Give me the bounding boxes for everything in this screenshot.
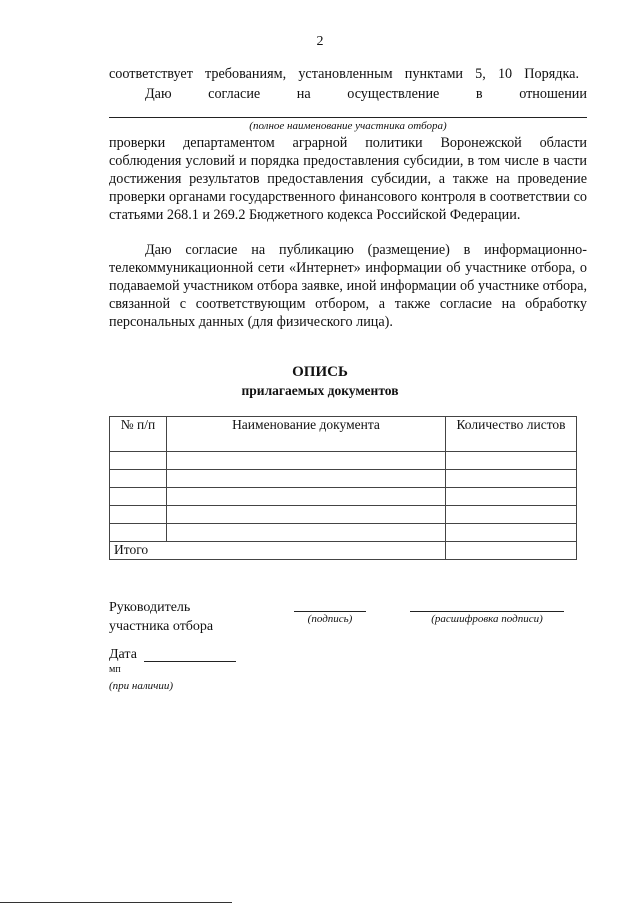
table-cell (167, 488, 446, 506)
header-document-name: Наименование документа (167, 417, 446, 452)
table-cell (446, 488, 577, 506)
footnote-separator (0, 902, 232, 903)
date-label: Дата (109, 647, 137, 662)
signature-blank-line (294, 611, 366, 612)
header-sheet-count: Количество листов (446, 417, 577, 452)
intro-line-1: соответствует требованиям, установленным пунктами 5, 10 Порядка. (109, 66, 579, 82)
org-name-blank-line (109, 117, 587, 118)
signature-decode-caption: (расшифровка подписи) (431, 613, 543, 625)
table-row (110, 506, 577, 524)
table-cell (167, 452, 446, 470)
table-cell (110, 506, 167, 524)
table-cell (110, 470, 167, 488)
paragraph-consent-inspection: проверки департаментом аграрной политики Воронежской области соблюдения условий и порядка предоставления субсидии, в том числе в части достижения результатов предоставления субсидии, а также на проведение проверки органами государственного финансового контроля в соответствии со статьями 268.1 и 269.2 Бюджетного кодекса Российской Федерации. (109, 135, 587, 223)
header-number: № п/п (110, 417, 167, 452)
table-cell (446, 524, 577, 542)
page-number: 2 (316, 34, 324, 49)
org-name-caption: (полное наименование участника отбора) (249, 120, 447, 132)
table-header-row (110, 417, 577, 452)
table-cell (167, 524, 446, 542)
signatory-label (109, 598, 213, 636)
total-label: Итого (110, 542, 446, 560)
table-cell (110, 524, 167, 542)
inventory-subtitle: прилагаемых документов (241, 383, 399, 398)
signatory-label-line-1: Руководитель (109, 600, 191, 615)
stamp-caption: (при наличии) (109, 680, 174, 692)
intro-line-2: Даю согласие на осуществление в отношении (145, 86, 587, 102)
table-cell (110, 488, 167, 506)
signature-decode-blank-line (410, 611, 564, 612)
table-total-row (110, 542, 577, 560)
table-cell (110, 452, 167, 470)
documents-table (109, 416, 577, 560)
stamp-label: мп (109, 664, 121, 675)
table-cell (167, 506, 446, 524)
table-row (110, 452, 577, 470)
paragraph-consent-publication-text: Даю согласие на публикацию (размещение) в информационно-телекоммуникационной сети «Интернет» информации об участнике отбора, о подаваемой участником отбора заявке, иной информации об участнике отбора, связанной с соответствующим отбором, а также согласие на обработку персональных данных (для физического лица). (109, 242, 587, 330)
table-cell (446, 452, 577, 470)
total-value (446, 542, 577, 560)
paragraph-consent-publication (109, 241, 587, 331)
date-blank-line (144, 661, 236, 662)
table-cell (446, 470, 577, 488)
table-row (110, 524, 577, 542)
inventory-title: ОПИСЬ (292, 364, 348, 380)
table-row (110, 470, 577, 488)
signatory-label-line-2: участника отбора (109, 619, 214, 634)
table-cell (446, 506, 577, 524)
table-cell (167, 470, 446, 488)
signature-caption: (подпись) (307, 613, 353, 625)
table-row (110, 488, 577, 506)
